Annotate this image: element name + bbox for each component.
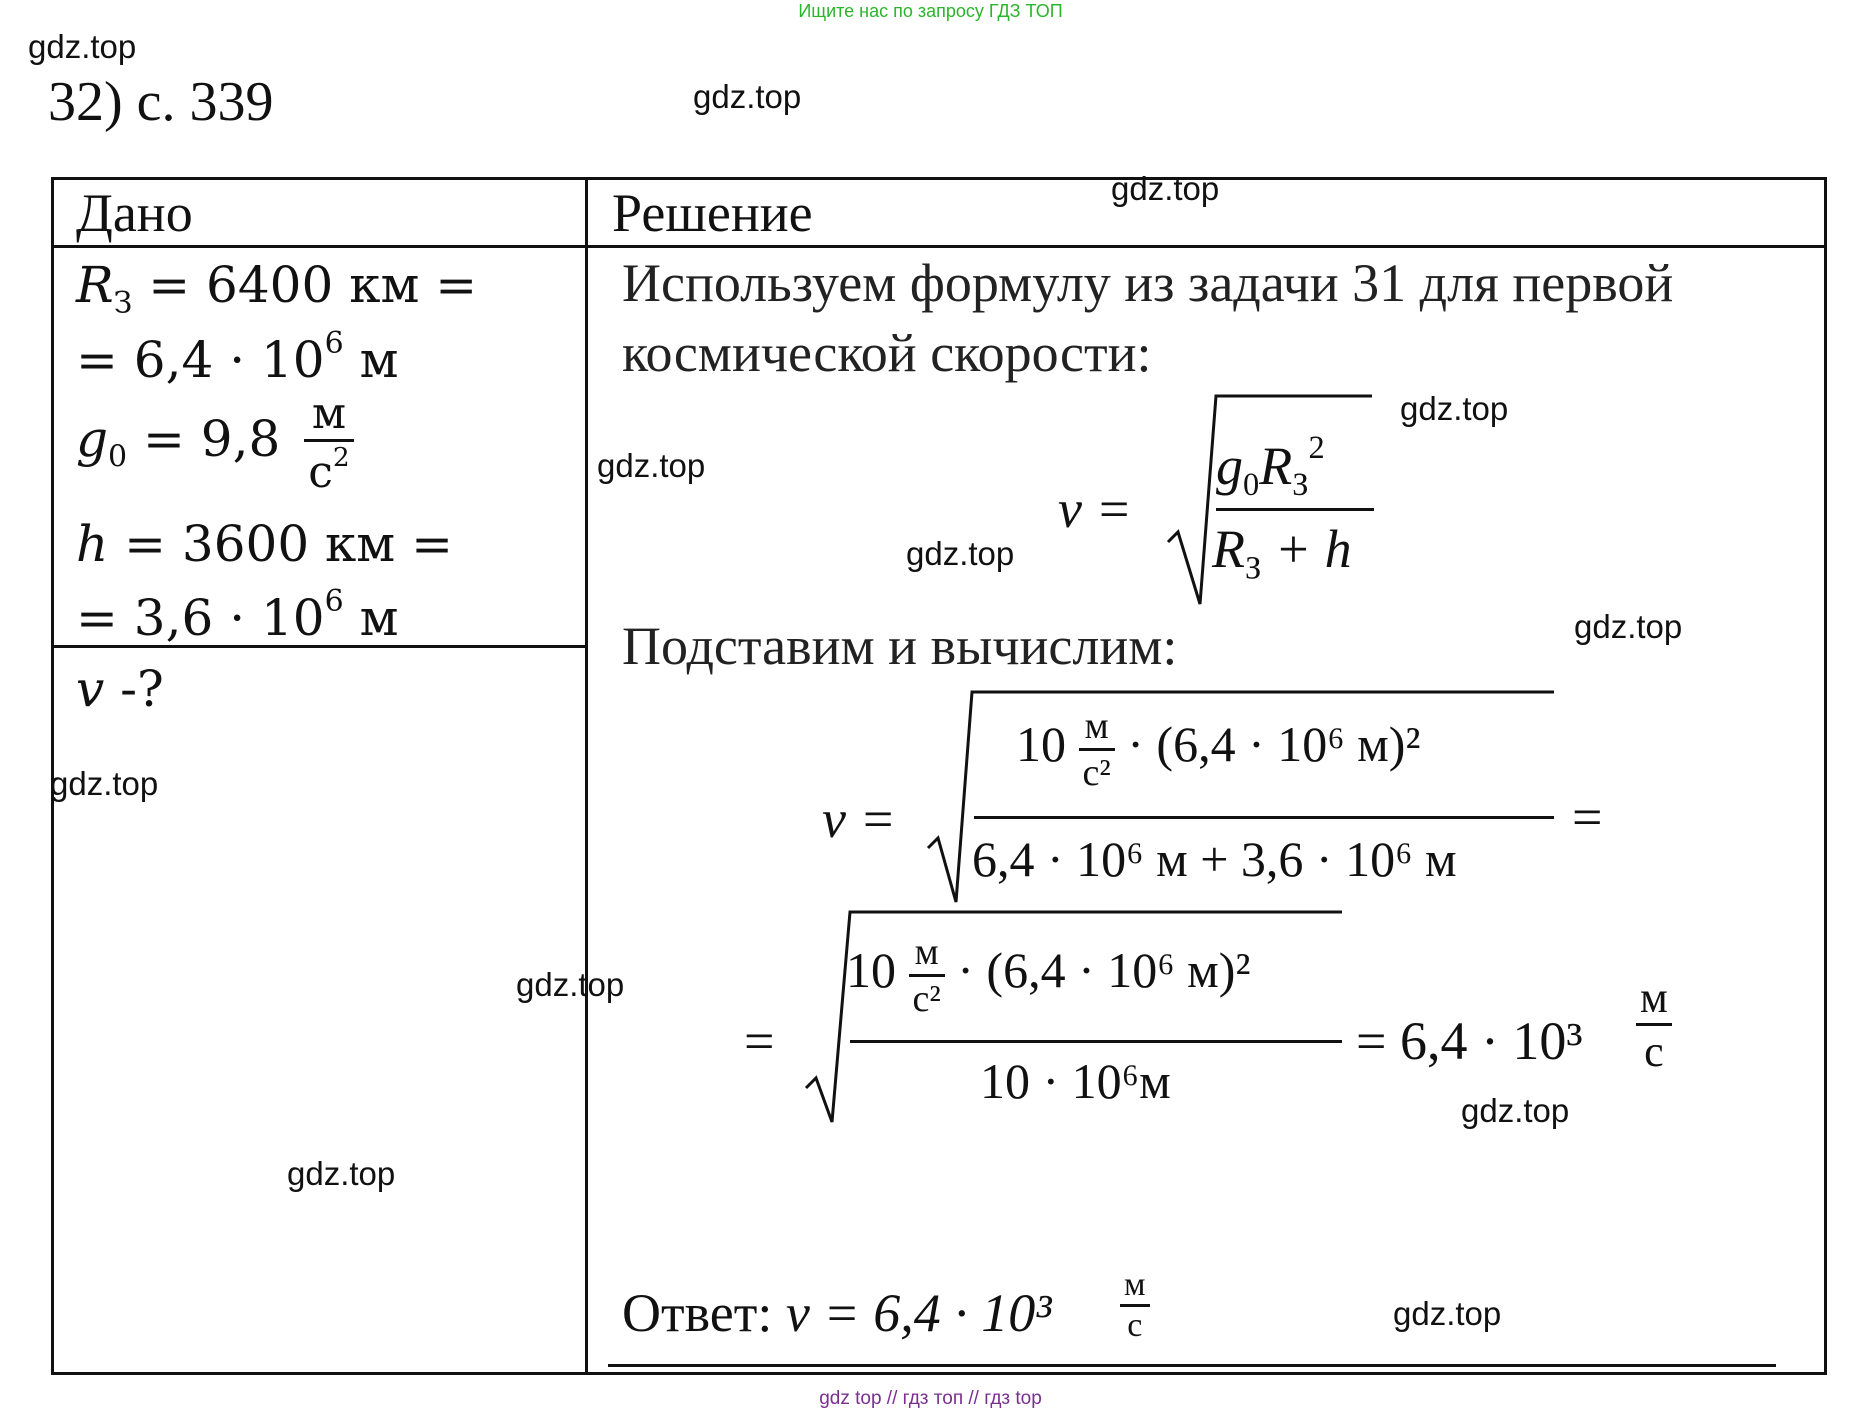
answer-underline: [608, 1364, 1776, 1367]
calc1-numerator: 10 $\frac{м}{\text{с²}}$ · (6,4 · 10⁶ м)²: [1016, 705, 1421, 794]
calc2-result: = 6,4 · 10³: [1356, 1011, 1583, 1071]
table-divider: [585, 177, 588, 1375]
calc1-denominator: 6,4 · 10⁶ м + 3,6 · 10⁶ м: [972, 831, 1457, 887]
calc2-lhs: =: [744, 1011, 775, 1071]
substitute-text: Подставим и вычислим:: [622, 616, 1178, 676]
calc2-denominator: 10 · 10⁶м: [980, 1053, 1171, 1109]
given-gravity: $g_0 = 9,8$ $\frac{м}{с^2}$: [76, 388, 354, 498]
watermark: gdz.top: [1400, 390, 1509, 427]
given-radius-line2: = $6,4 \cdot 10^6$ м: [76, 326, 399, 389]
given-height-line2: = $3,6 \cdot 10^6$ м: [76, 584, 399, 647]
footer-links[interactable]: gdz top // гдз топ // гдз top: [819, 1388, 1042, 1409]
calc1-lhs: v =: [822, 789, 896, 849]
watermark: gdz.top: [1393, 1295, 1502, 1332]
given-height-line1: h = 3600 км =: [76, 515, 453, 573]
watermark: gdz.top: [693, 78, 802, 115]
watermark: gdz.top: [906, 535, 1015, 572]
watermark: gdz.top: [516, 966, 625, 1003]
page-title: 32) с. 339: [48, 71, 274, 133]
calc2-result-unit: $\frac{м}{с}$: [1636, 972, 1672, 1077]
watermark: gdz.top: [28, 28, 137, 65]
header-divider: [51, 245, 1827, 248]
watermark: gdz.top: [1111, 170, 1220, 207]
given-radius-line1: $R_З = 6400$ км =: [76, 256, 478, 321]
calc1-equals: =: [1572, 787, 1603, 847]
calc1-fraction-bar: [974, 816, 1554, 819]
watermark: gdz.top: [1461, 1092, 1570, 1129]
formula-denominator: $R_З + h$: [1212, 519, 1352, 587]
calc2-fraction-bar: [850, 1040, 1342, 1043]
intro-line-2: космической скорости:: [622, 323, 1152, 383]
header-solution: Решение: [612, 183, 813, 243]
watermark: gdz.top: [597, 447, 706, 484]
answer-unit: $\frac{м}{с}$: [1120, 1266, 1150, 1345]
answer: Ответ: v = 6,4 · 10³: [622, 1283, 1052, 1343]
watermark: gdz.top: [287, 1155, 396, 1192]
top-banner[interactable]: Ищите нас по запросу ГДЗ ТОП: [798, 1, 1063, 21]
formula-lhs: v =: [1058, 479, 1132, 539]
find-velocity: v -?: [76, 660, 164, 718]
watermark: gdz.top: [50, 765, 159, 802]
watermark: gdz.top: [1574, 608, 1683, 645]
formula-numerator: $g_0R_З^2$: [1216, 430, 1325, 504]
header-given: Дано: [76, 183, 193, 243]
formula-fraction-bar: [1216, 508, 1374, 511]
calc2-numerator: 10 $\frac{м}{\text{с²}}$ · (6,4 · 10⁶ м)²: [846, 931, 1251, 1020]
intro-line-1: Используем формулу из задачи 31 для первой: [622, 253, 1674, 313]
